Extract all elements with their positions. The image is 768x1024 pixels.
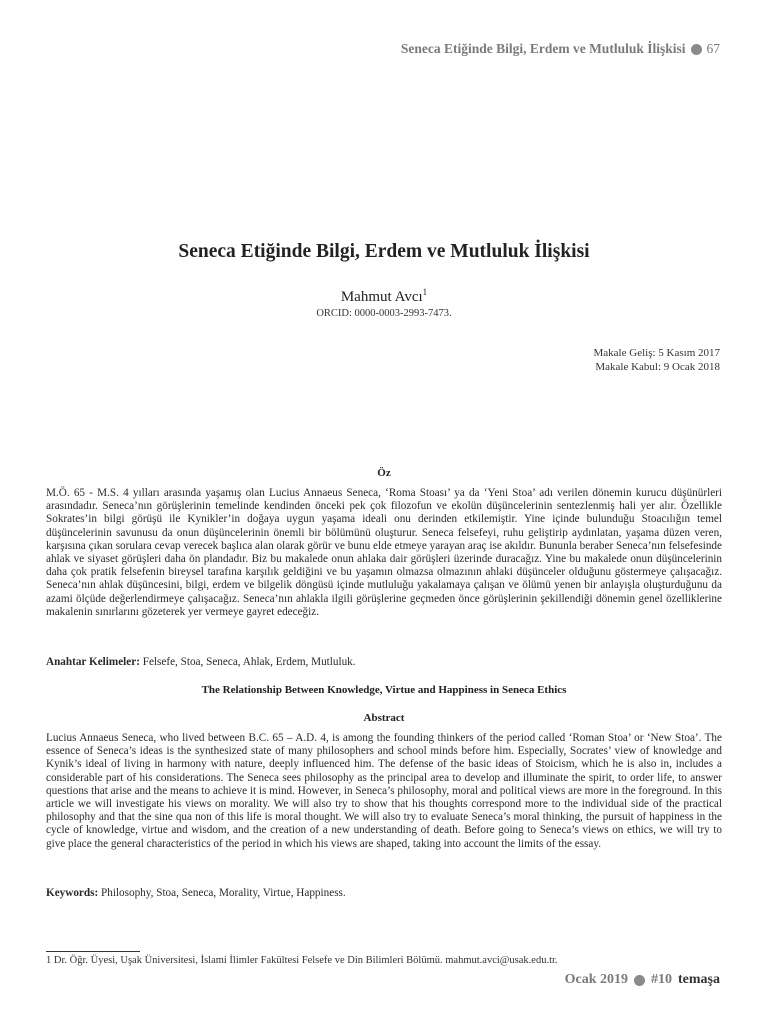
oz-keywords-text: Felsefe, Stoa, Seneca, Ahlak, Erdem, Mutluluk. [142,656,356,668]
page-footer [565,972,720,988]
bullet-dot-icon [691,44,702,55]
author-footnote-mark: 1 [422,287,428,297]
oz-keywords [46,656,722,669]
oz-keywords-label: Anahtar Kelimeler: [46,656,140,668]
footer-issue: #10 [651,972,672,987]
page-number: 67 [706,41,720,56]
accepted-date: Makale Kabul: 9 Ocak 2018 [595,361,720,373]
author-name: Mahmut Avcı [340,289,423,305]
received-date: Makale Geliş: 5 Kasım 2017 [593,347,720,359]
running-head [401,41,720,57]
footnote: 1 Dr. Öğr. Üyesi, Uşak Üniversitesi, İslami İlimler Fakültesi Felsefe ve Din Bilimleri Bölümü. mahmut.avci@usak.edu.tr. [46,955,558,966]
article-title: Seneca Etiğinde Bilgi, Erdem ve Mutluluk İlişkisi [178,241,590,262]
footer-date: Ocak 2019 [564,972,628,987]
orcid: ORCID: 0000-0003-2993-7473. [316,308,452,319]
article-dates [594,346,720,374]
footnote-rule [46,951,140,952]
bullet-dot-icon [634,975,645,986]
abstract-keywords-text: Philosophy, Stoa, Seneca, Morality, Virtue, Happiness. [101,887,346,899]
oz-heading: Öz [377,467,391,479]
english-title: The Relationship Between Knowledge, Virtue and Happiness in Seneca Ethics [201,684,567,696]
running-head-title: Seneca Etiğinde Bilgi, Erdem ve Mutluluk İlişkisi [400,41,686,56]
abstract-heading: Abstract [363,712,405,724]
oz-body: M.Ö. 65 - M.S. 4 yılları arasında yaşamış olan Lucius Annaeus Seneca, ‘Roma Stoası’ ya da ‘Yeni Stoa’ adı verilen dönemin kurucu düşünürleri arasındadır. Seneca’nın görüşlerinin temelinde kendinden önceki pek çok filozofun ve ekolün düşüncelerinin sentezlenmiş hali yer alır. Özellikle Sokrates’in bilgi görüşü ile Kynikler’in doğaya uygun yaşama ideali onu derinden etkilemiştir. Yine içinde bulunduğu Stoacılığın temel düşüncelerinin savunusu da onun düşüncelerinin önemli bir bölümünü oluşturur. Seneca felsefeyi, ruhu geliştirip aydınlatan, yaşama düzen veren, karşısına çıkan sorulara cevap verecek başlıca alan olarak görür ve bunu elde etmeye yarayan araç ise akıldır. Bununla beraber Seneca’nın felsefesinde ahlak ve siyaset görüşleri daha ön plandadır. Biz bu makalede onun ahlaka dair görüşleri üzerinde duracağız. Yine bu makalede onun düşüncelerinin daha çok pratik felsefenin bireysel tarafına karşılık geldiğini ve bu yaşamın olmazsa olmazının ahlaki düşünceler olduğunu göstermeye çalışacağız. Seneca’nın ahlak düşüncesini, bilgi, erdem ve bilgelik döngüsü içinde mutluluğu yakalamaya çalışan ve ölümü yenen bir anlayışla oluşturduğunu da azami ölçüde değerlendirmeye çalışacağız. Seneca’nın ahlakla ilgili görüşlerine geçmeden önce görüşlerinin şekillendiği dönemin genel özelliklerine makalenin sınırlarını gözeterek yer vermeye gayret edeceğiz. [46,487,722,618]
abstract-keywords-label: Keywords: [46,887,99,899]
author-line [0,287,768,306]
abstract-keywords [46,887,722,900]
abstract-body: Lucius Annaeus Seneca, who lived between B.C. 65 – A.D. 4, is among the founding thinkers of the period called ‘Roman Stoa’ or ‘New Stoa’. The essence of Seneca’s ideas is the synthesized state of many philosophers and school minds before him. Especially, Socrates’ view of knowledge and Kynik’s ideal of living in harmony with nature, deeply influenced him. The defense of the basic ideas of Stoicism, which he is also in, includes a considerable part of his considerations. The Seneca sees philosophy as the principal area to develop and illuminate the spirit, to order life, to answer questions that arise and the means to achieve it is mind. However, in Seneca’s philosophy, moral and political views are more in the foreground. In this article we will investigate his views on morality. We will also try to show that his thoughts correspond more to the individual side of the practical philosophy and that the sine qua non of this life is moral thought. We will also try to evaluate Seneca’s moral thinking, the pursuit of happiness in the cycle of knowledge, virtue and wisdom, and the creation of a new understanding of death. Before going to Seneca’s views on ethics, we will try to give place the general characteristics of the period in which his views are shaped, taking into account the limits of the essay. [46,732,722,850]
journal-name: temaşa [678,972,720,987]
